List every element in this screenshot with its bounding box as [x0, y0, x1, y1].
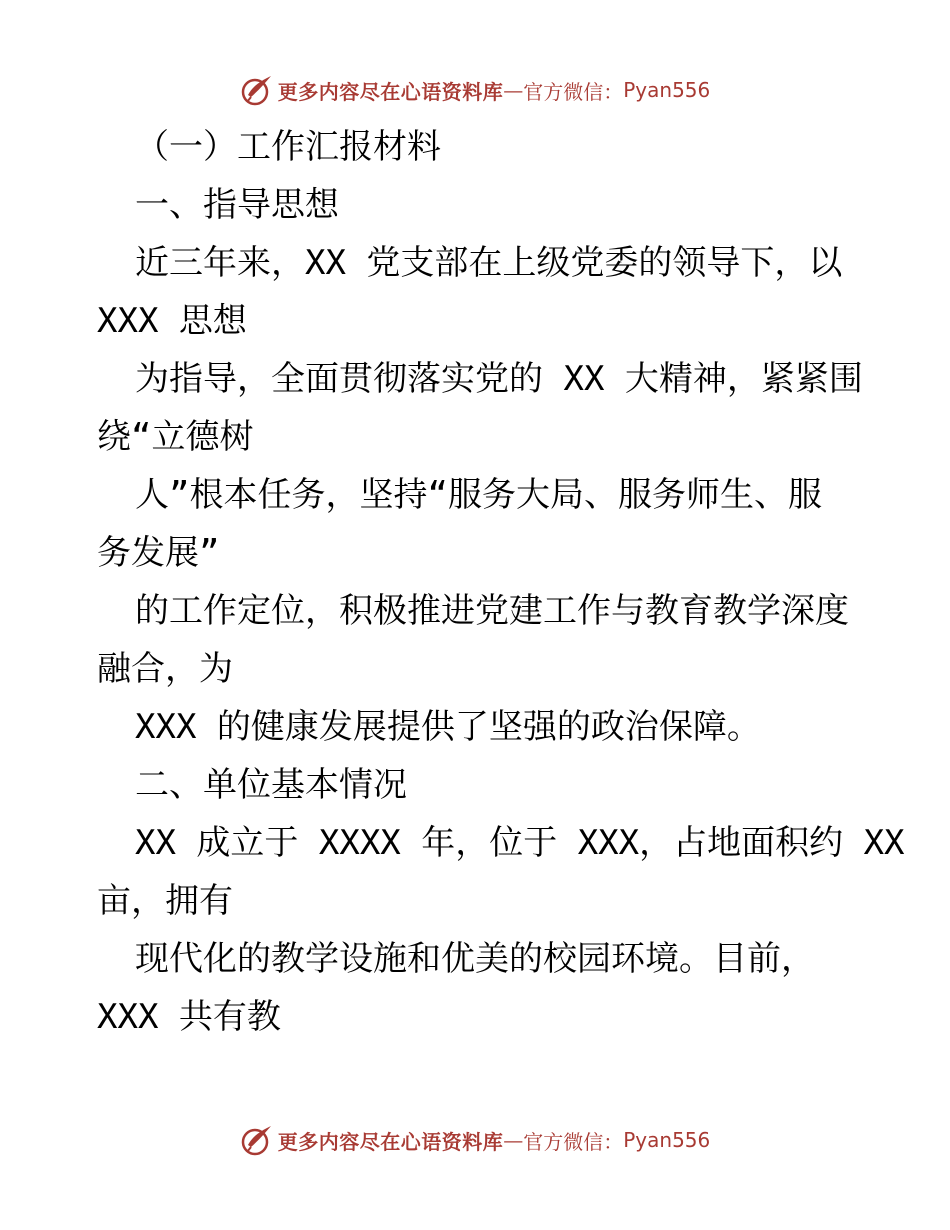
footer-watermark — [0, 1120, 950, 1160]
paragraph-line: XXX 共有教 — [97, 997, 281, 1037]
paragraph-line: XXX 的健康发展提供了坚强的政治保障。 — [135, 707, 761, 747]
header-watermark — [0, 70, 950, 110]
paragraph-line: 务发展” — [97, 533, 220, 573]
watermark-wechat-label: 官方微信： — [523, 1129, 624, 1154]
watermark-text: 更多内容尽在心语资料库 — [277, 79, 504, 104]
watermark-group — [240, 1123, 711, 1157]
quill-logo-icon — [240, 73, 274, 107]
paragraph-line: 亩，拥有 — [97, 881, 233, 921]
paragraph-line: 融合，为 — [97, 649, 233, 689]
watermark-group — [240, 73, 711, 107]
section-title: （一）工作汇报材料 — [135, 127, 441, 167]
paragraph-line: XX 成立于 XXXX 年，位于 XXX，占地面积约 XX — [135, 823, 905, 863]
paragraph-line: 绕“立德树 — [97, 417, 254, 457]
watermark-wechat-label: 官方微信： — [523, 79, 624, 104]
heading-guiding-ideology: 一、指导思想 — [135, 185, 339, 225]
paragraph-line: 近三年来，XX 党支部在上级党委的领导下，以 — [135, 243, 843, 283]
watermark-wechat-id: Pyan556 — [623, 78, 711, 102]
paragraph-line: 人”根本任务，坚持“服务大局、服务师生、服 — [135, 475, 822, 515]
watermark-separator: — — [503, 78, 524, 102]
paragraph-line: 的工作定位，积极推进党建工作与教育教学深度 — [135, 591, 849, 631]
heading-basic-info: 二、单位基本情况 — [135, 765, 407, 805]
quill-logo-icon — [240, 1123, 274, 1157]
paragraph-line: XXX 思想 — [97, 301, 247, 341]
watermark-wechat-id: Pyan556 — [623, 1128, 711, 1152]
paragraph-line: 为指导，全面贯彻落实党的 XX 大精神，紧紧围 — [135, 359, 863, 399]
paragraph-line: 现代化的教学设施和优美的校园环境。目前， — [135, 939, 815, 979]
watermark-separator: — — [503, 1128, 524, 1152]
watermark-text: 更多内容尽在心语资料库 — [277, 1129, 504, 1154]
